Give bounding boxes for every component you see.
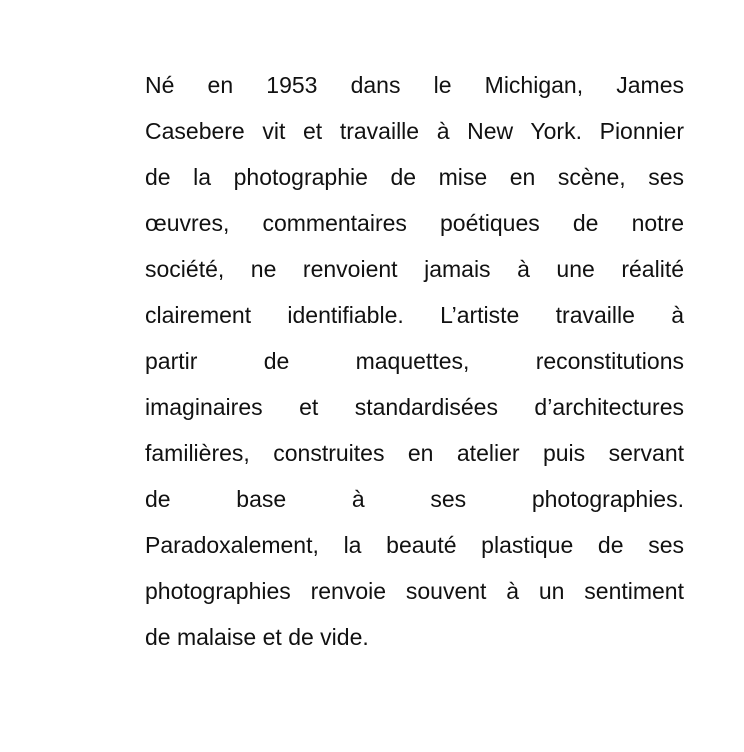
text-line: œuvres, commentaires poétiques de notre — [145, 210, 684, 236]
text-line: imaginaires et standardisées d’architectures — [145, 394, 684, 420]
text-line: société, ne renvoient jamais à une réalité — [145, 256, 684, 282]
text-line: clairement identifiable. L’artiste travaille à — [145, 302, 684, 328]
text-line: photographies renvoie souvent à un sentiment — [145, 578, 684, 604]
text-line: de malaise et de vide. — [145, 624, 369, 650]
text-line: Paradoxalement, la beauté plastique de ses — [145, 532, 684, 558]
text-line: Casebere vit et travaille à New York. Pionnier — [145, 118, 684, 144]
text-line: de base à ses photographies. — [145, 486, 684, 512]
text-line: partir de maquettes, reconstitutions — [145, 348, 684, 374]
text-line: Né en 1953 dans le Michigan, James — [145, 72, 684, 98]
biography-paragraph — [145, 62, 684, 660]
text-line: familières, construites en atelier puis servant — [145, 440, 684, 466]
text-line: de la photographie de mise en scène, ses — [145, 164, 684, 190]
